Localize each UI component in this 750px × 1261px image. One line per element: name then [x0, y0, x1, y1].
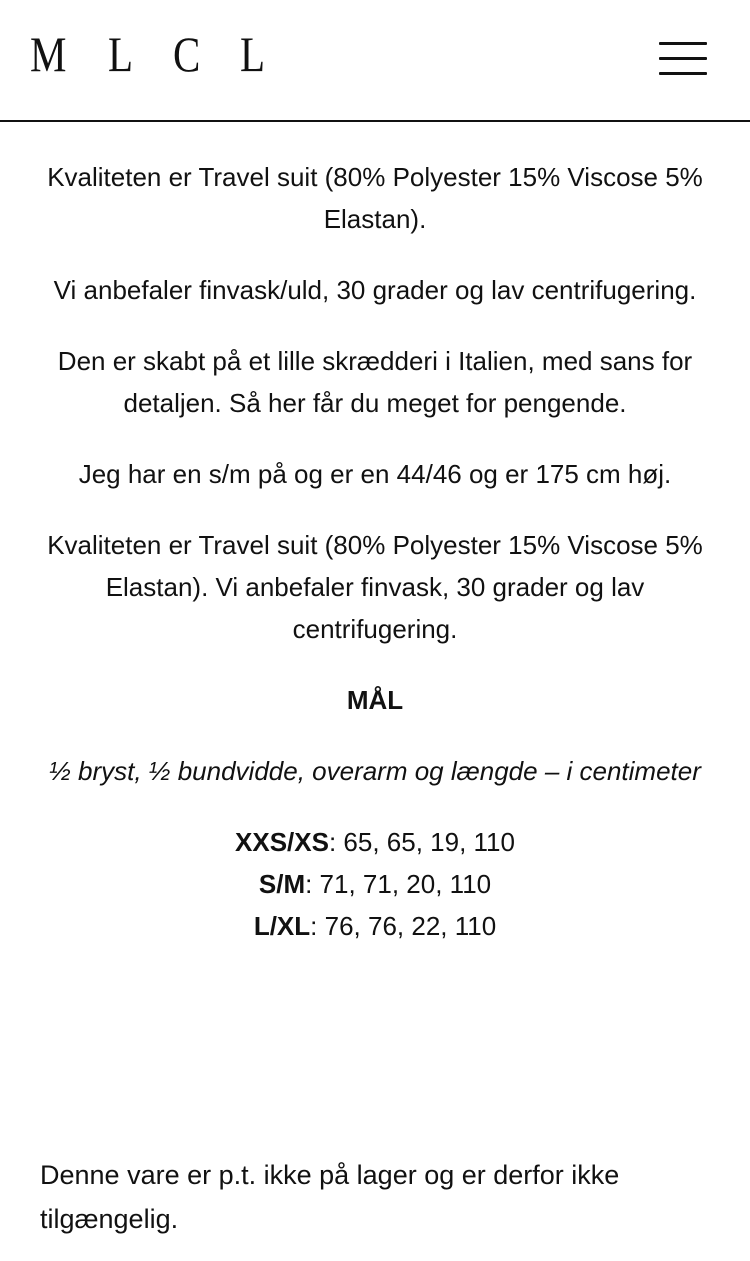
size-values: : 76, 76, 22, 110	[310, 911, 497, 941]
description-paragraph: Den er skabt på et lille skrædderi i Italien, med sans for detaljen. Så her får du meget for pengende.	[57, 346, 693, 418]
hamburger-menu-icon[interactable]	[657, 40, 709, 78]
size-label: S/M	[258, 869, 306, 899]
menu-bar	[659, 72, 707, 75]
logo-letter: L	[240, 26, 266, 82]
logo-letter: L	[108, 26, 134, 82]
stock-notice: Denne vare er p.t. ikke på lager og er derfor ikke tilgængelig.	[40, 1160, 620, 1234]
description-paragraph: Kvaliteten er Travel suit (80% Polyester 15% Viscose 5% Elastan). Vi anbefaler finvask, 30 grader og lav centrifugering.	[47, 530, 703, 644]
description-paragraph: Vi anbefaler finvask/uld, 30 grader og lav centrifugering.	[53, 275, 697, 305]
measurements-note: ½ bryst, ½ bundvidde, overarm og længde – i centimeter	[49, 756, 701, 786]
description-paragraph: Jeg har en s/m på og er en 44/46 og er 175 cm høj.	[78, 459, 672, 489]
size-measurements	[40, 821, 710, 947]
size-label: L/XL	[253, 911, 311, 941]
size-row	[40, 821, 710, 863]
size-row	[40, 905, 710, 947]
menu-bar	[659, 57, 707, 60]
product-description	[40, 156, 710, 976]
size-label: XXS/XS	[235, 827, 329, 857]
size-values: : 65, 65, 19, 110	[328, 827, 515, 857]
logo-letter: C	[173, 26, 201, 82]
size-row	[40, 863, 710, 905]
measurements-heading: MÅL	[346, 685, 404, 715]
size-values: : 71, 71, 20, 110	[305, 869, 492, 899]
menu-bar	[659, 42, 707, 45]
brand-logo[interactable]	[30, 26, 305, 82]
logo-letter: M	[30, 26, 67, 82]
site-header	[0, 0, 750, 122]
description-paragraph: Kvaliteten er Travel suit (80% Polyester 15% Viscose 5% Elastan).	[47, 162, 703, 234]
